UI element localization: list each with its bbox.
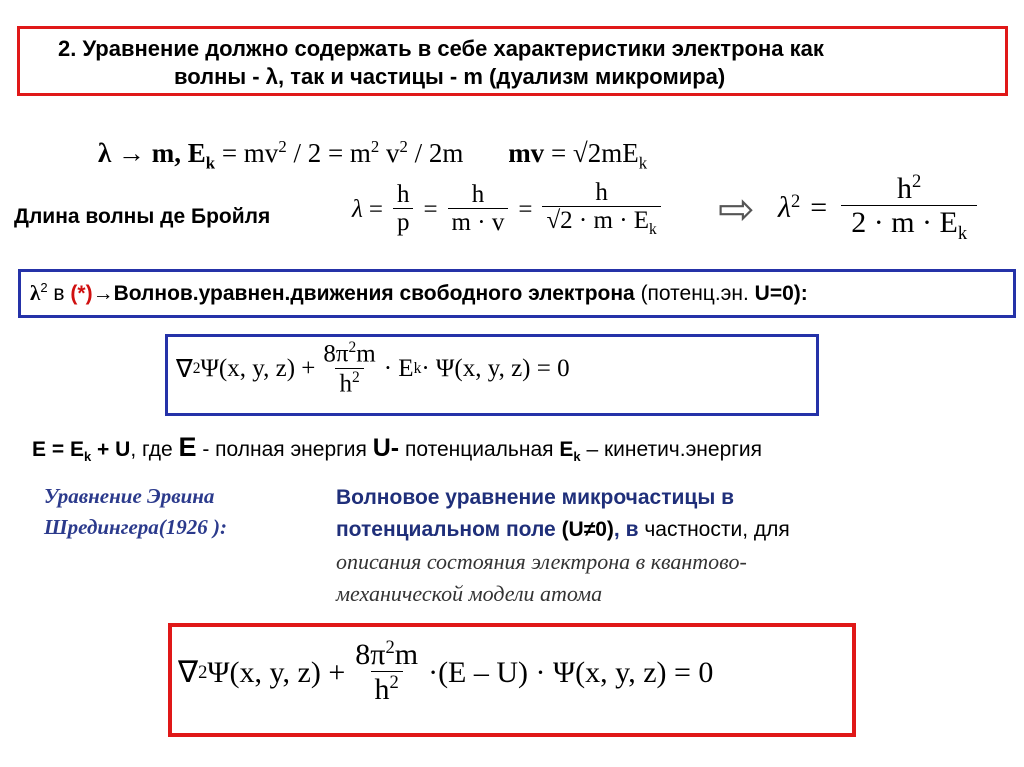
schrodinger-equation: ∇ 2 Ψ(x, y, z) + $\frac{8\pi^2m}{h^2}$ ·(E – U) · Ψ(x, y, z) = 0 <box>178 637 714 706</box>
energy-relation-line: λ → m, $E_k = mv^2 / 2 = m^2$ $v^2 / 2m$ mv = $√2mE_k$ <box>98 137 648 173</box>
energy-definition: $E = E_k + U$, где E - полная энергия U- потенциальная $E_k$ – кинетич.энергия <box>32 432 763 465</box>
wave-description: Волновое уравнение микрочастицы в потенциальном поле (U≠0), в частности, для описания состояния электрона в квантово- механической модели атома <box>336 486 790 606</box>
debroglie-formula: λ = $\frac{h}{p}$ = $\frac{h}{m \cdot v}$ = $\frac{h}{√2 \cdot m \cdot E_k}$ <box>352 180 665 239</box>
momentum-label: mv <box>508 138 545 168</box>
free-electron-line: $\lambda^2$ в (*)→Волнов.уравнен.движения свободного электрона (потенц.эн. U=0): <box>30 280 808 305</box>
title-line-1: 2. Уравнение должно содержать в себе характеристики электрона как <box>58 36 824 61</box>
title-line-2: волны - λ, так и частицы - m (дуализм микромира) <box>174 64 726 89</box>
free-electron-equation: ∇ 2 Ψ(x, y, z) + $\frac{8\pi^2m}{h^2}$ · E k · Ψ(x, y, z) = 0 <box>176 339 570 397</box>
debroglie-label: Длина волны де Бройля <box>14 205 271 228</box>
lambda-to-m: λ → m, E <box>98 138 206 168</box>
lambda-squared-formula: λ $^2$ = $\frac{h^2}{2 \cdot m \cdot E_k}$ <box>778 172 981 244</box>
implies-arrow-icon: ⇨ <box>718 185 755 234</box>
schrodinger-label: Уравнение Эрвина Шредингера(1926 ): <box>44 484 228 539</box>
